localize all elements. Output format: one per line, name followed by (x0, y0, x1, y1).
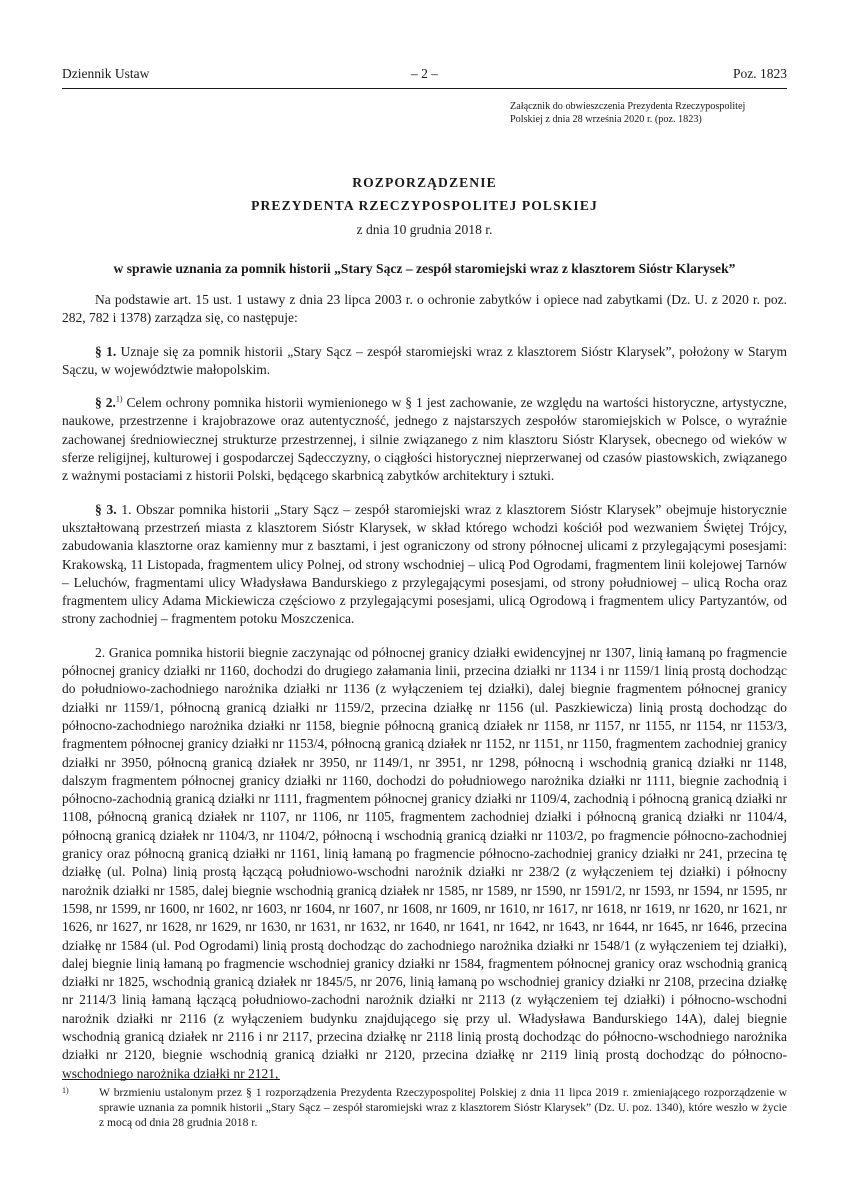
footnote-mark: 1) (62, 1086, 69, 1095)
footnote-text: W brzmieniu ustalonym przez § 1 rozporządzenia Prezydenta Rzeczypospolitej Polskiej z dnia 11 lipca 2019 r. zmieniającego rozporządzenie w sprawie uznania za pomnik historii „Stary Sącz – zespół staromiejski wraz z klasztorem Sióstr Klarysek” (Dz. U. poz. 1340), które weszło w życie z mocą od dnia 28 grudnia 2018 r. (99, 1086, 787, 1129)
section-text: 1. Obszar pomnika historii „Stary Sącz – zespół staromiejski wraz z klasztorem Sióstr Klarysek” obejmuje historycznie ukształtowaną przestrzeń miasta z klasztorem Sióstr Klarysek, w skład którego wchodzi kościół pod wezwaniem Świętej Trójcy, zabudowania klasztorne oraz kamienny mur z basztami, i jest ograniczony od strony północnej ulicami z przylegającymi posesjami: Krakowską, 11 Listopada, fragmentem ulicy Polnej, od strony wschodniej – ulicą Pod Ogrodami, fragmentem linii kolejowej Tarnów – Leluchów, fragmentami ulicy Władysława Bandurskiego z przylegającymi posesjami, od strony południowej – ulicą Rocha oraz fragmentem ulicy Adama Mickiewicza częściowo z przylegającymi posesjami, ulicą Ogrodową i fragmentem ulicy Partyzantów, od strony zachodniej – fragmentem potoku Moszczenica. (62, 501, 788, 627)
title-line: ROZPORZĄDZENIE (352, 175, 497, 190)
footnote-divider (62, 1079, 280, 1080)
section-text: Uznaje się za pomnik historii „Stary Sącz – zespół staromiejski wraz z klasztorem Sióstr Klarysek”, położony w Starym Sączu, w województwie małopolskim. (62, 343, 788, 377)
document-title (62, 171, 787, 217)
preamble-paragraph: Na podstawie art. 15 ust. 1 ustawy z dnia 23 lipca 2003 r. o ochronie zabytków i opiece nad zabytkami (Dz. U. z 2020 r. poz. 282, 782 i 1378) zarządza się, co następuje: (62, 292, 787, 326)
page-number: – 2 – (411, 66, 438, 81)
section-label: § 1. (95, 343, 117, 359)
footnote-reference: 1) (115, 394, 123, 404)
header-divider (62, 88, 787, 89)
position-number: Poz. 1823 (733, 66, 787, 81)
document-subject: w sprawie uznania za pomnik historii „Stary Sącz – zespół staromiejski wraz z klasztorem Sióstr Klarysek” (113, 261, 736, 276)
section-2 (62, 394, 787, 485)
annex-note-line: Polskiej z dnia 28 września 2020 r. (poz. 1823) (510, 114, 702, 125)
section-3 (62, 501, 787, 629)
section-label: § 3. (95, 501, 117, 517)
annex-note (510, 100, 800, 126)
section-3-paragraph-2: 2. Granica pomnika historii biegnie zaczynając od północnej granicy działki ewidencyjnej nr 1307, linią łamaną po fragmencie północnej granicy działki nr 1160, dochodzi do drugiego załamania linii, przecina działki nr 1134 i nr 1159/1 linią prostą dochodząc do południowo-zachodniego narożnika działki nr 1136 (z wyłączeniem tej działki), dalej biegnie fragmentem północnej granicy działki nr 1159/1, północną granicą działki nr 1159/2, przecina działkę nr 1156 (ul. Paszkiewicza) linią prostą dochodząc do północno-zachodniego narożnika działki nr 1158, biegnie północną granicą działek nr 1158, nr 1157, nr 1155, nr 1154, nr 1153/3, fragmentem północnej granicy działki nr 1153/4, północną granicą działek nr 1152, nr 1151, nr 1150, fragmentem zachodniej granicy działki nr 3950, północną granicą działek nr 3950, nr 1149/1, nr 3951, nr 1298, północną i wschodnią granicą działki nr 1148, dalszym fragmentem północnej granicy działki nr 1160, dochodzi do południowego narożnika działki nr 1111, biegnie zachodnią i północno-zachodnią granicą działki nr 1111, fragmentem północnej granicy działki nr 1109/4, zachodnią i północną granicą działki nr 1108, północną granicą działek nr 1107, nr 1106, nr 1105, fragmentem zachodniej działki i północną granicą działki nr 1104/4, północną granicą działek nr 1104/3, nr 1104/2, północną i wschodnią granicą działki nr 1103/2, po fragmencie północno-zachodniej granicy oraz północną granicą działki nr 1161, linią łamaną po fragmencie północno-zachodniej granicy działki nr 241, przecina tę działkę (ul. Polna) linią prostą łączącą południowo-wschodni narożnik działki nr 238/2 (z wyłączeniem tej działki) i północny narożnik działki nr 1585, dalej biegnie wschodnią granicą działek nr 1585, nr 1589, nr 1590, nr 1591/2, nr 1593, nr 1594, nr 1595, nr 1598, nr 1599, nr 1600, nr 1602, nr 1603, nr 1604, nr 1607, nr 1608, nr 1609, nr 1610, nr 1617, nr 1618, nr 1619, nr 1620, nr 1621, nr 1626, nr 1627, nr 1628, nr 1629, nr 1630, nr 1631, nr 1632, nr 1640, nr 1641, nr 1642, nr 1643, nr 1644, nr 1645, nr 1646, przecina działkę nr 1584 (ul. Pod Ogrodami) linią prostą dochodząc do zachodniego narożnika działki nr 1548/1 (z wyłączeniem tej działki), dalej biegnie linią łamaną po fragmencie wschodniej granicy działki nr 1584, fragmentem północnej granicy oraz wschodnią granicą działki nr 1825, wschodnią granicą działek nr 1845/5, nr 2076, linią łamaną po wschodniej granicy działki nr 2108, przecina działkę nr 2114/3 linią łamaną łączącą południowo-zachodni narożnik działki nr 2113 (z wyłączeniem tej działki) i północno-wschodni narożnik działki nr 2116 (z wyłączeniem budynku znajdującego się przy ul. Władysława Bandurskiego 14A), dalej biegnie wschodnią granicą działek nr 2116 i nr 2117, przecina działkę nr 2118 linią prostą dochodząc do północno-wschodniego narożnika działki nr 2120, biegnie wschodnią granicą działki nr 2120, przecina działkę nr 2119 linią prostą dochodząc do północno-wschodniego narożnika działki nr 2121, (62, 644, 787, 1081)
document-body (62, 291, 787, 1083)
footnote (62, 1085, 787, 1130)
section-label: § 2. (95, 395, 116, 411)
section-1 (62, 343, 787, 380)
document-date: z dnia 10 grudnia 2018 r. (356, 222, 493, 237)
title-line: PREZYDENTA RZECZYPOSPOLITEJ POLSKIEJ (251, 198, 598, 213)
journal-name: Dziennik Ustaw (62, 66, 150, 81)
section-text: Celem ochrony pomnika historii wymienionego w § 1 jest zachowanie, ze względu na wartości historyczne, artystyczne, naukowe, przestrzenne i krajobrazowe oraz autentyczność, jednego z najstarszych zespołów staromiejskich w Polsce, o wyraźnie zachowanej średniowiecznej strukturze przestrzennej, i silnie związanego z nim klasztoru Sióstr Klarysek, obecnego od wieków w sferze religijnej, kulturowej i gospodarczej Sądecczyzny, o ciągłości historycznej nieprzerwanej od czasów piastowskich, związanego z ważnymi postaciami z historii Polski, będącego skarbnicą zabytków architektury i sztuki. (62, 395, 788, 484)
annex-note-line: Załącznik do obwieszczenia Prezydenta Rzeczypospolitej (510, 101, 746, 112)
